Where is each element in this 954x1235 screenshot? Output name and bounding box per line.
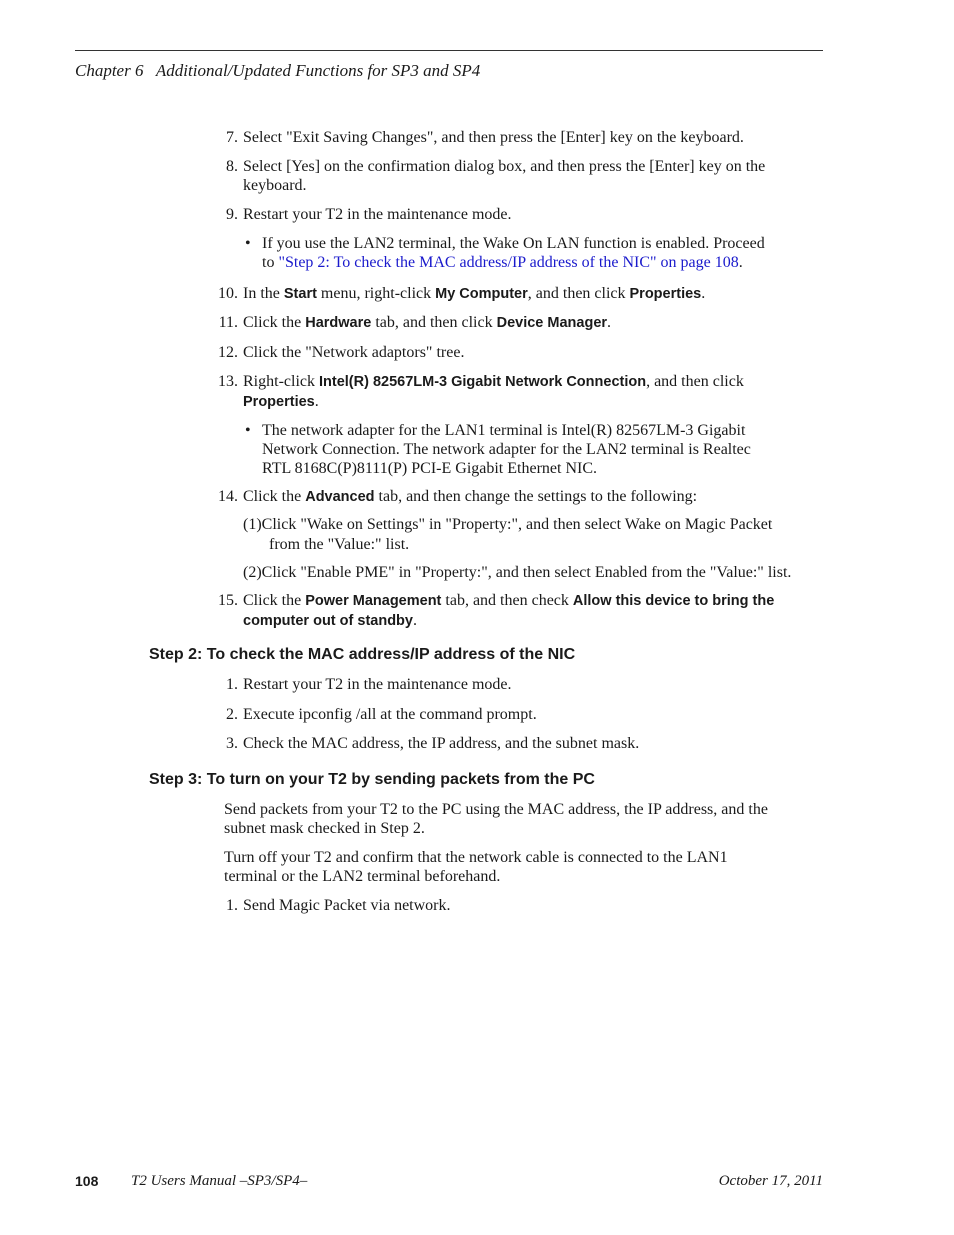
step-number: 13. [218, 373, 238, 390]
text-run: In the [243, 285, 284, 302]
step-text [243, 284, 823, 304]
step-number: 3. [226, 735, 238, 752]
header-rule [75, 50, 823, 51]
text-run: , and then click [527, 285, 630, 302]
step-text: Send Magic Packet via network. [243, 897, 451, 914]
text-run: . [701, 285, 706, 302]
chapter-title: Chapter 6 Additional/Updated Functions for SP3 and SP4 [75, 61, 481, 80]
step-text: Restart your T2 in the maintenance mode. [243, 206, 512, 223]
text-line: terminal or the LAN2 terminal beforehand. [224, 868, 501, 885]
text-run: . [412, 612, 417, 629]
ui-term: Hardware [305, 315, 372, 331]
text-run: menu, right-click [316, 285, 436, 302]
ui-term: Start [283, 286, 317, 302]
step-text: Execute ipconfig /all at the command prompt. [243, 706, 537, 723]
step-text: Check the MAC address, the IP address, and the subnet mask. [243, 735, 640, 752]
text-run: Click the [243, 592, 306, 609]
ui-term: computer out of standby [243, 613, 413, 629]
text-run: tab, and then change the settings to the following: [374, 488, 698, 505]
text-run: to [262, 254, 279, 271]
text-line: The network adapter for the LAN1 terminal is Intel(R) 82567LM-3 Gigabit [262, 422, 746, 439]
step-text [243, 372, 823, 412]
step-number: 2. [226, 706, 238, 723]
step-number: 15. [218, 592, 238, 609]
text-run: Click the [243, 314, 306, 331]
text-line [243, 591, 823, 611]
text-run: Click the [243, 488, 306, 505]
section-heading-step2: Step 2: To check the MAC address/IP address of the NIC [149, 646, 576, 663]
text-line [243, 372, 823, 392]
bullet-dot: • [245, 235, 251, 252]
text-line: Send packets from your T2 to the PC using the MAC address, the IP address, and the [224, 801, 768, 818]
text-line: RTL 8168C(P)8111(P) PCI-E Gigabit Ethernet NIC. [262, 460, 597, 477]
text-line: (1)Click "Wake on Settings" in "Property:", and then select Wake on Magic Packet [243, 516, 773, 533]
bullet-dot: • [245, 422, 251, 439]
step-number: 7. [226, 129, 238, 146]
section-heading-step3: Step 3: To turn on your T2 by sending packets from the PC [149, 771, 595, 788]
sub-step-2: (2)Click "Enable PME" in "Property:", and then select Enabled from the "Value:" list. [243, 564, 792, 581]
text-line [243, 392, 823, 412]
step-number: 1. [226, 676, 238, 693]
paragraph [224, 800, 824, 838]
step-number: 9. [226, 206, 238, 223]
step-text: Select "Exit Saving Changes", and then press the [Enter] key on the keyboard. [243, 129, 744, 146]
bullet-text [262, 234, 822, 272]
ui-term: My Computer [435, 286, 528, 302]
step-text: Restart your T2 in the maintenance mode. [243, 676, 512, 693]
step-text [243, 157, 823, 195]
ui-term: Allow this device to bring the [572, 593, 775, 609]
cross-reference-link[interactable]: "Step 2: To check the MAC address/IP address of the NIC" on page 108 [278, 254, 739, 271]
text-run: . [607, 314, 612, 331]
text-line: keyboard. [243, 177, 307, 194]
ui-term: Device Manager [496, 315, 608, 331]
step-number: 1. [226, 897, 238, 914]
step-text: Click the "Network adaptors" tree. [243, 344, 465, 361]
step-number: 14. [218, 488, 238, 505]
text-run: , and then click [646, 373, 744, 390]
ui-term: Properties [243, 394, 315, 410]
step-text [243, 313, 823, 333]
text-line: Select [Yes] on the confirmation dialog box, and then press the [Enter] key on the [243, 158, 766, 175]
ui-term: Advanced [305, 489, 375, 505]
text-run: tab, and then click [371, 314, 497, 331]
paragraph [224, 848, 824, 886]
step-number: 11. [218, 314, 238, 331]
sub-step-1 [243, 515, 833, 554]
text-line: Network Connection. The network adapter for the LAN2 terminal is Realtec [262, 441, 751, 458]
step-text [243, 591, 823, 631]
manual-title: T2 Users Manual –SP3/SP4– [131, 1173, 308, 1189]
ui-term: Properties [629, 286, 702, 302]
text-run: Right-click [243, 373, 319, 390]
text-line: Turn off your T2 and confirm that the network cable is connected to the LAN1 [224, 849, 728, 866]
text-run: . [738, 254, 743, 271]
step-number: 10. [218, 285, 238, 302]
text-line: subnet mask checked in Step 2. [224, 820, 425, 837]
step-number: 8. [226, 158, 238, 175]
step-number: 12. [218, 344, 238, 361]
ui-term: Power Management [305, 593, 442, 609]
text-run: . [314, 393, 319, 410]
step-text [243, 487, 823, 507]
text-line [243, 611, 823, 631]
ui-term: Intel(R) 82567LM-3 Gigabit Network Connection [318, 374, 647, 390]
page-number: 108 [75, 1173, 99, 1189]
text-line [262, 253, 822, 272]
text-run: tab, and then check [441, 592, 573, 609]
text-line: If you use the LAN2 terminal, the Wake On LAN function is enabled. Proceed [262, 235, 765, 252]
bullet-text [262, 421, 822, 478]
publication-date: October 17, 2011 [718, 1173, 823, 1189]
text-line: from the "Value:" list. [269, 536, 410, 553]
